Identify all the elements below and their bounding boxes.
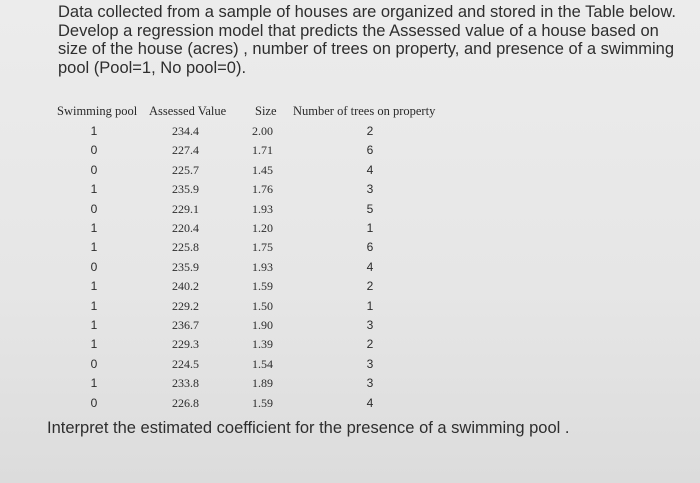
cell-assessed-value: 235.9 [172,182,199,197]
cell-swimming-pool: 1 [90,376,98,391]
cell-number-of-trees: 1 [366,298,374,313]
cell-number-of-trees: 3 [366,318,374,332]
table-row [0,337,700,355]
cell-size: 1.45 [252,162,273,177]
problem-line: Develop a regression model that predicts the Assessed value of a house based on [58,21,659,40]
cell-number-of-trees: 6 [366,240,374,255]
cell-swimming-pool: 1 [90,240,98,255]
cell-assessed-value: 229.2 [172,298,199,313]
cell-swimming-pool: 1 [90,318,98,332]
header-swimming-pool: Swimming pool [57,104,138,118]
table-row [0,202,700,220]
cell-size: 1.76 [252,182,273,197]
cell-swimming-pool: 0 [90,201,98,216]
problem-line: size of the house (acres) , number of trees on property, and presence of a swimming [58,40,674,58]
cell-number-of-trees: 2 [366,279,374,294]
table-row [0,299,700,317]
cell-assessed-value: 233.8 [172,376,199,391]
cell-number-of-trees: 3 [366,356,374,371]
cell-size: 1.54 [252,356,273,371]
cell-size: 2.00 [252,124,273,138]
cell-swimming-pool: 0 [90,259,98,274]
cell-swimming-pool: 0 [90,143,98,158]
cell-assessed-value: 227.4 [172,143,199,158]
problem-line: Data collected from a sample of houses are organized and stored in the Table below. [58,3,676,21]
problem-line: pool (Pool=1, No pool=0). [58,58,247,77]
cell-assessed-value: 220.4 [172,221,199,235]
cell-size: 1.75 [252,240,273,255]
cell-size: 1.71 [252,143,273,158]
cell-assessed-value: 240.2 [172,279,199,294]
header-size: Size [255,104,277,118]
cell-number-of-trees: 3 [366,182,374,197]
cell-number-of-trees: 5 [366,201,374,216]
header-assessed-value: Assessed Value [149,104,227,118]
cell-number-of-trees: 4 [366,395,374,410]
cell-size: 1.93 [252,259,273,274]
cell-swimming-pool: 0 [90,395,98,410]
cell-number-of-trees: 1 [366,221,374,235]
cell-assessed-value: 229.1 [172,201,199,216]
cell-assessed-value: 224.5 [172,356,199,371]
cell-swimming-pool: 0 [90,356,98,371]
cell-number-of-trees: 2 [366,124,374,138]
question-text: Interpret the estimated coefficient for the presence of a swimming pool . [47,419,570,437]
cell-size: 1.59 [252,279,273,294]
table-row [0,163,700,181]
cell-swimming-pool: 1 [90,298,98,313]
table-row [0,182,700,200]
problem-statement [58,3,678,77]
table-row [0,376,700,394]
cell-number-of-trees: 2 [366,337,374,352]
cell-swimming-pool: 1 [90,279,98,294]
cell-size: 1.93 [252,201,273,216]
cell-assessed-value: 229.3 [172,337,199,352]
cell-size: 1.89 [252,376,273,391]
table-row [0,396,700,414]
cell-size: 1.90 [252,318,273,332]
table-row [0,143,700,161]
cell-size: 1.50 [252,298,273,313]
cell-swimming-pool: 1 [90,124,98,138]
table-row [0,124,700,142]
table-row [0,279,700,297]
cell-number-of-trees: 4 [366,259,374,274]
cell-number-of-trees: 3 [366,376,374,391]
table-row [0,240,700,258]
cell-size: 1.59 [252,395,273,410]
table-row [0,221,700,239]
table-row [0,357,700,375]
table-row [0,318,700,336]
cell-assessed-value: 236.7 [172,318,199,332]
cell-assessed-value: 235.9 [172,259,199,274]
cell-size: 1.39 [252,337,273,352]
header-number-of-trees: Number of trees on property [293,104,436,118]
cell-size: 1.20 [252,221,273,235]
cell-swimming-pool: 1 [90,221,98,235]
cell-assessed-value: 225.7 [172,162,199,177]
table-row [0,260,700,278]
cell-assessed-value: 225.8 [172,240,199,255]
cell-swimming-pool: 1 [90,182,98,197]
cell-swimming-pool: 1 [90,337,98,352]
cell-swimming-pool: 0 [90,162,98,177]
cell-assessed-value: 226.8 [172,395,199,410]
cell-number-of-trees: 6 [366,143,374,158]
cell-number-of-trees: 4 [366,162,374,177]
cell-assessed-value: 234.4 [172,124,199,138]
